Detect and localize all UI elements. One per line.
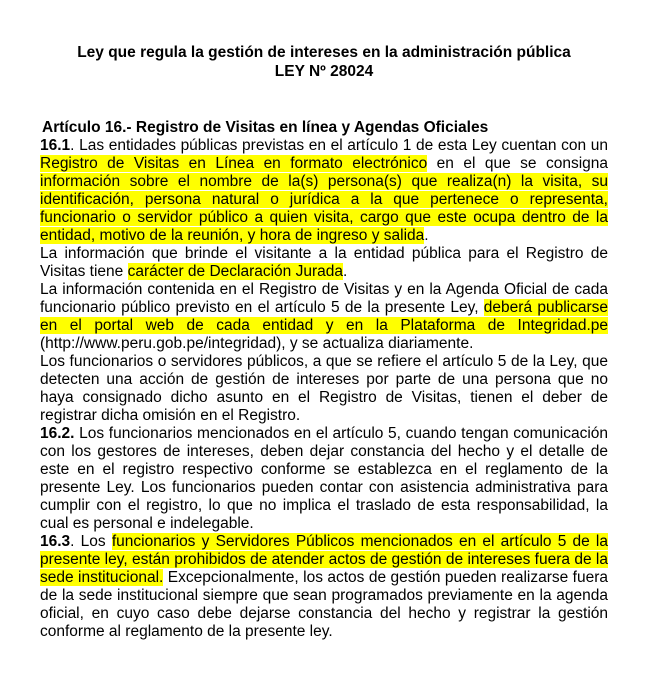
article-body xyxy=(40,137,608,641)
text-run: . Los xyxy=(70,533,112,550)
text-run: (http://www.peru.gob.pe/integridad), y se actualiza diariamente. xyxy=(40,335,474,352)
highlighted-text: funcionarios y Servidores Públicos mencionados en el artículo 5 de la presente ley, están prohibidos de atender actos de gestión de intereses fuera de la sede institucional. xyxy=(40,533,608,586)
paragraph-16-1 xyxy=(40,137,608,245)
paragraph-number: 16.1 xyxy=(40,137,71,154)
paragraph-number: 16.2. xyxy=(40,425,75,442)
text-run: Excepcionalmente, los actos de gestión pueden realizarse fuera de la sede institucional siempre que sean programados previamente en la agenda oficial, en cuyo caso debe dejarse constancia del hecho y registrar la gestión conforme al reglamento de la presente ley. xyxy=(40,569,608,640)
paragraph-16-3 xyxy=(40,533,608,641)
highlighted-text: carácter de Declaración Jurada xyxy=(127,263,343,280)
law-number: LEY Nº 28024 xyxy=(274,63,374,80)
text-run: . xyxy=(424,227,429,244)
paragraph-16-2 xyxy=(40,425,608,533)
paragraph-publicacion xyxy=(40,281,608,353)
text-run: Los funcionarios mencionados en el artículo 5, cuando tengan comunicación con los gestores de intereses, deben dejar constancia del hecho y el detalle de este en el registro respectivo conforme se establezca en el reglamento de la presente Ley. Los funcionarios pueden contar con asistencia administrativa para cumplir con el registro, lo que no implica el traslado de esta responsabilidad, la cual es personal e indelegable. xyxy=(40,425,608,532)
highlighted-text: Registro de Visitas en Línea en formato electrónico xyxy=(40,155,428,172)
article-title: Artículo 16.- Registro de Visitas en línea y Agendas Oficiales xyxy=(42,119,489,136)
paragraph-declaracion xyxy=(40,245,608,281)
text-run: . Las entidades públicas previstas en el artículo 1 de esta Ley cuentan con un xyxy=(70,137,608,154)
law-title: Ley que regula la gestión de intereses en la administración pública xyxy=(77,44,571,61)
paragraph-number: 16.3 xyxy=(40,533,71,550)
highlighted-text: deberá publicarse en el portal web de cada entidad y en la Plataforma de Integridad.pe xyxy=(40,299,608,334)
text-run: La información contenida en el Registro de Visitas y en la Agenda Oficial de cada funcionario público previsto en el artículo 5 de la presente Ley, xyxy=(40,281,608,316)
text-run: La información que brinde el visitante a la entidad pública para el Registro de Visitas tiene xyxy=(40,245,608,280)
highlighted-text: información sobre el nombre de la(s) persona(s) que realiza(n) la visita, su identificación, persona natural o jurídica a la que pertenece o representa, funcionario o servidor público a quien visita, cargo que este ocupa dentro de la entidad, motivo de la reunión, y hora de ingreso y salida xyxy=(40,173,608,244)
text-run: en el que se consigna xyxy=(427,155,608,172)
text-run: . xyxy=(343,263,348,280)
paragraph-omision: Los funcionarios o servidores públicos, a que se refiere el artículo 5 de la Ley, que detecten una acción de gestión de intereses por parte de una persona que no haya consignado dicho asunto en el Registro de Visitas, tienen el deber de registrar dicha omisión en el Registro. xyxy=(40,353,608,424)
